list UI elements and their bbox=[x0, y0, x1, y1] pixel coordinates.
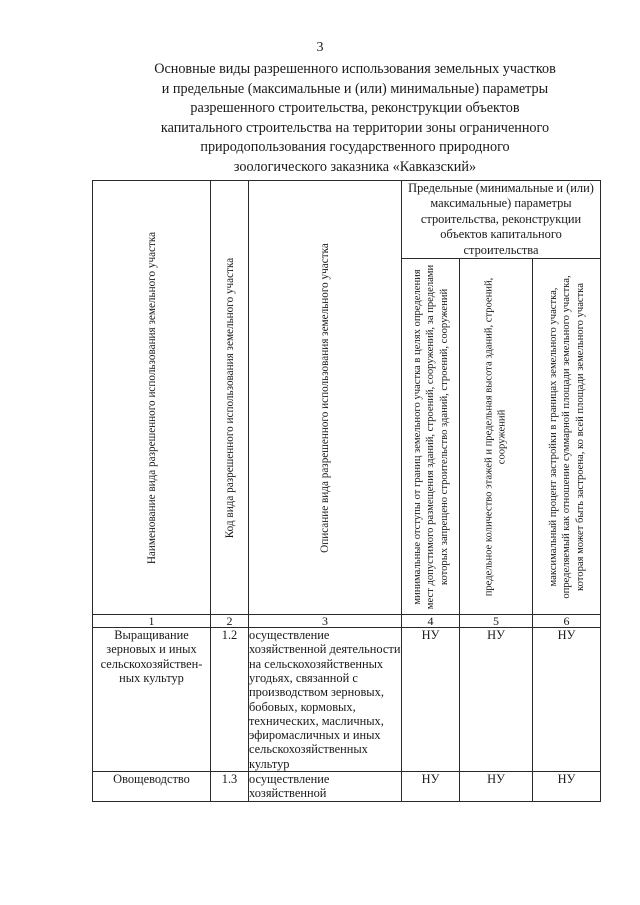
header-description bbox=[249, 181, 402, 615]
title-line: природопользования государственного природного bbox=[200, 139, 510, 155]
header-build-coverage bbox=[533, 259, 601, 615]
document-title bbox=[120, 60, 590, 177]
title-line: зоологического заказника «Кавказский» bbox=[233, 158, 477, 175]
column-number: 1 bbox=[93, 615, 211, 628]
title-line: разрешенного строительства, реконструкции объектов bbox=[190, 100, 520, 116]
use-code-cell: 1.2 bbox=[211, 628, 249, 772]
title-line: капитального строительства на территории зоны ограниченного bbox=[160, 119, 550, 136]
title-line: и предельные (максимальные и (или) минимальные) параметры bbox=[161, 80, 549, 97]
header-setbacks-label: минимальные отступы от границ земельного участка в целях определения мест допустимого размещения зданий, строений, сооружений, за пределами которых запрещено строительство зданий, строений, сооружений bbox=[411, 264, 450, 609]
table-row bbox=[93, 628, 601, 772]
setbacks-value-cell: НУ bbox=[402, 772, 460, 802]
header-name-label: Наименование вида разрешенного использования земельного участка bbox=[145, 231, 158, 564]
column-number: 4 bbox=[402, 615, 460, 628]
coverage-value-cell: НУ bbox=[533, 772, 601, 802]
column-number: 2 bbox=[211, 615, 249, 628]
header-row bbox=[93, 181, 601, 259]
header-name bbox=[93, 181, 211, 615]
floors-value-cell: НУ bbox=[460, 628, 533, 772]
page-number: 3 bbox=[316, 40, 324, 55]
coverage-value-cell: НУ bbox=[533, 628, 601, 772]
header-code bbox=[211, 181, 249, 615]
header-floors-height-label: предельное количество этажей и предельная высота зданий, строений, сооружений bbox=[483, 277, 508, 596]
column-number: 5 bbox=[460, 615, 533, 628]
use-name-cell: Выращивание зерновых и иных сельскохозяйствен-ных культур bbox=[93, 628, 211, 772]
header-description-label: Описание вида разрешенного использования земельного участка bbox=[319, 242, 331, 553]
header-floors-height bbox=[460, 259, 533, 615]
use-description-cell: осуществление хозяйственной bbox=[249, 772, 402, 802]
header-code-label: Код вида разрешенного использования земельного участка bbox=[223, 257, 236, 538]
land-use-table bbox=[92, 180, 601, 802]
setbacks-value-cell: НУ bbox=[402, 628, 460, 772]
use-description-cell: осуществление хозяйственной деятельности на сельскохозяйственных угодьях, связанной с производством зерновых, бобовых, кормовых, технических, масличных, эфиромасличных и иных сельскохозяйственных культур bbox=[249, 628, 401, 771]
header-parameters-group: Предельные (минимальные и (или) максимальные) параметры строительства, реконструкции объектов капитального строительства bbox=[402, 181, 601, 259]
use-name-cell: Овощеводство bbox=[93, 772, 211, 802]
floors-value-cell: НУ bbox=[460, 772, 533, 802]
column-numbers-row bbox=[93, 615, 601, 628]
use-code-cell: 1.3 bbox=[211, 772, 249, 802]
header-setbacks bbox=[402, 259, 460, 615]
title-line: Основные виды разрешенного использования земельных участков bbox=[154, 61, 556, 77]
table-row bbox=[93, 772, 601, 802]
column-number: 6 bbox=[533, 615, 601, 628]
header-build-coverage-label: максимальный процент застройки в границах земельного участка, определяемый как отношение суммарной площади земельного участка, которая может быть застроена, ко всей площади земельного участка bbox=[547, 274, 586, 599]
column-number: 3 bbox=[249, 615, 402, 628]
